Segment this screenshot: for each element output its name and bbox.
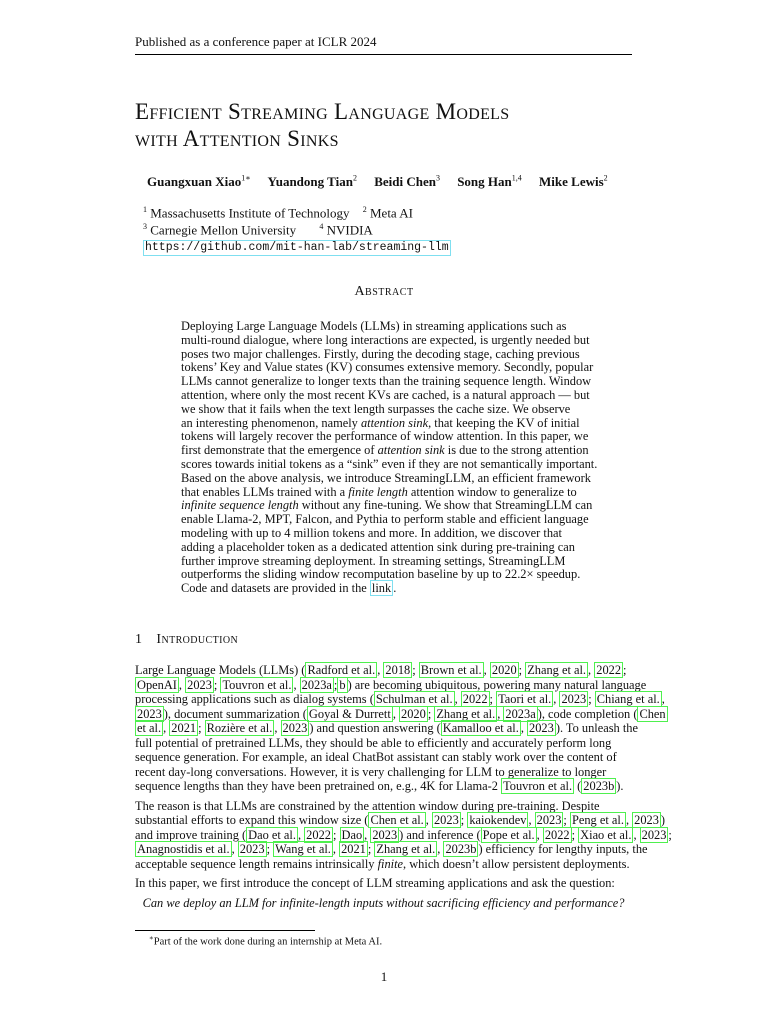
author: Guangxuan Xiao$^{1∗}$ — [147, 174, 251, 190]
citation-link[interactable]: Zhang et al. — [436, 706, 496, 721]
text-run: ; — [668, 827, 672, 842]
citation-link[interactable]: 2023 — [372, 827, 398, 842]
text-run: without any fine-tuning. We show that StreamingLLM can — [298, 498, 593, 513]
citation-link[interactable]: Rozière et al. — [206, 721, 273, 735]
text-run: substantial efforts to expand this window size ( — [135, 813, 369, 827]
text-run: ) are becoming ubiquitous, powering many natural language — [347, 677, 647, 692]
text-run: ( — [574, 779, 582, 793]
text-run: adding a placeholder token as a dedicated attention sink during pre-training can — [181, 539, 575, 554]
text-line — [181, 499, 591, 513]
citation-link[interactable]: kaiokendev — [469, 813, 527, 827]
text-run: outperforms the sliding window recomputation baseline by up to 22.2× speedup. — [181, 567, 581, 582]
text-run: ; — [213, 677, 221, 692]
text-line — [135, 813, 666, 828]
text-line — [181, 430, 591, 444]
citation-link[interactable]: Chen et al. — [370, 813, 424, 827]
text-line — [181, 513, 591, 527]
text-run: ), document summarization ( — [163, 706, 307, 721]
citation-link[interactable]: 2021 — [171, 721, 197, 735]
text-run: , — [437, 842, 444, 856]
text-line — [135, 779, 632, 794]
text-run: , — [483, 663, 490, 677]
page-number: 1 — [380, 969, 388, 984]
text-run: , — [163, 721, 170, 735]
text-line — [181, 472, 591, 486]
text-line — [181, 389, 591, 403]
citation-link[interactable]: Schulman et al. — [375, 692, 453, 706]
citation-link[interactable]: 2022 — [462, 692, 488, 706]
citation-link[interactable]: b — [339, 677, 346, 692]
citation-link[interactable]: Wang et al. — [275, 842, 331, 856]
text-run: , — [392, 706, 400, 721]
citation-link[interactable]: Kamalloo et al. — [442, 721, 519, 735]
affiliation-line: $^1$ Massachusetts Institute of Technology $^2$ Meta AI — [143, 205, 413, 221]
text-run: acceptable sequence length remains intrinsically — [135, 856, 378, 871]
text-line — [135, 765, 632, 780]
citation-link[interactable]: 2023a — [505, 706, 536, 721]
citation-link[interactable]: 2023 — [137, 706, 162, 721]
text-run: , — [274, 721, 281, 735]
section-number: 1 — [135, 632, 143, 647]
emphasis: finite — [377, 856, 404, 871]
text-run: sequence lengths than they have been pretrained on, e.g., 4K for Llama-2 — [135, 779, 502, 793]
text-run: , — [231, 842, 238, 856]
text-run: LLMs cannot generalize to longer texts than the training sequence length. Window — [181, 374, 592, 389]
text-run: modeling with up to 4 million tokens and more. In addition, we discover that — [181, 525, 562, 540]
affiliations — [143, 203, 451, 256]
text-run: ) and question answering ( — [309, 721, 441, 735]
text-line — [181, 417, 591, 431]
text-run: attention window to generalize to — [407, 484, 577, 499]
text-run: , — [588, 663, 595, 677]
citation-link[interactable]: 2023a — [301, 677, 332, 692]
citation-link[interactable]: Taori et al. — [498, 692, 552, 706]
text-run: ; — [571, 827, 579, 842]
citation-link[interactable]: Zhang et al. — [376, 842, 436, 856]
text-line — [181, 541, 591, 555]
citation-link[interactable]: Xiao et al. — [580, 827, 632, 842]
text-run: is due to the strong attention — [444, 443, 589, 458]
author: Song Han$^{1,4}$ — [457, 174, 522, 190]
text-run: ; — [367, 842, 375, 856]
body-text — [135, 663, 672, 910]
text-run: multi-round dialogue, where long interactions are expected, is urgently needed but — [181, 332, 590, 347]
text-line — [135, 663, 632, 678]
research-question: Can we deploy an LLM for infinite-length inputs without sacrificing efficiency and performance? — [142, 895, 625, 910]
text-line — [135, 750, 632, 765]
text-run: tokens will largely recover the performance of window attention. In this paper, we — [181, 429, 589, 444]
citation-link[interactable]: Zhang et al. — [527, 663, 587, 677]
text-run: attention, where only the most recent KVs are cached, is a natural approach — but — [181, 387, 590, 402]
citation-link[interactable]: 2023 — [561, 692, 587, 706]
text-run: , which doesn’t allow persistent deployments. — [403, 856, 630, 871]
text-run: , that keeping the KV of initial — [428, 415, 580, 430]
text-run: , — [553, 692, 560, 706]
text-run: full potential of pretrained LLMs, they should be able to efficiently and accurately perform long — [135, 735, 612, 750]
title-line: with Attention Sinks — [135, 126, 339, 151]
text-line — [135, 799, 632, 814]
citation-link[interactable]: Radford et al. — [307, 663, 376, 677]
text-run: ; — [198, 721, 205, 735]
text-run: , — [520, 721, 528, 735]
text-line — [181, 555, 591, 569]
text-run: , — [633, 827, 640, 842]
footnote: ∗Part of the work done during an internship at Meta AI. — [149, 934, 383, 948]
text-line — [181, 348, 591, 362]
text-run: poses two major challenges. Firstly, during the decoding stage, caching previous — [181, 346, 580, 361]
abstract-heading: Abstract — [354, 284, 414, 299]
text-line — [135, 692, 665, 707]
citation-link[interactable]: Touvron et al. — [222, 677, 292, 692]
text-run: , — [377, 663, 384, 677]
text-run: Large Language Models (LLMs) ( — [135, 663, 306, 677]
code-link[interactable]: link — [371, 581, 392, 596]
text-line — [181, 360, 594, 375]
emphasis: attention sink — [360, 415, 429, 430]
text-run: sequence generation. For example, an ideal ChatBot assistant can stably work over the content of — [135, 750, 617, 764]
text-line — [135, 721, 638, 736]
emphasis: attention sink — [377, 443, 445, 458]
emphasis: infinite sequence length — [181, 498, 299, 513]
text-run: In this paper, we first introduce the concept of LLM streaming applications and ask the question: — [135, 876, 615, 890]
text-run: further improve streaming deployment. In streaming settings, StreamingLLM — [181, 553, 566, 568]
citation-link[interactable]: 2022 — [596, 663, 622, 677]
citation-link[interactable]: Anagnostidis et al. — [137, 842, 230, 856]
citation-link[interactable]: 2023b — [445, 842, 477, 856]
title-line: Efficient Streaming Language Models — [135, 99, 510, 124]
text-line — [135, 876, 632, 891]
citation-link[interactable]: Touvron et al. — [503, 779, 573, 793]
text-run: , — [528, 813, 535, 827]
citation-link[interactable]: OpenAI — [137, 677, 177, 692]
citation-link[interactable]: 2023 — [187, 677, 212, 692]
text-run: ; — [588, 692, 595, 706]
text-line — [135, 706, 666, 722]
text-run: , — [293, 677, 300, 692]
text-run: , — [536, 827, 543, 842]
affiliation-line: $^3$ Carnegie Mellon University $^4$ NVIDIA — [143, 222, 373, 238]
text-run: scores towards initial tokens as a “sink” even if they are not semantically important. — [181, 456, 598, 471]
text-run: Deploying Large Language Models (LLMs) in streaming applications such as — [181, 319, 567, 333]
text-line — [135, 857, 632, 872]
footnote-rule — [135, 930, 315, 931]
text-run: ), code completion ( — [537, 706, 638, 721]
text-run: and improve training ( — [135, 827, 247, 842]
text-line — [181, 444, 591, 458]
text-run: processing applications such as dialog systems ( — [135, 692, 374, 706]
citation-link[interactable]: 2022 — [544, 827, 570, 842]
text-run: Code and datasets are provided in the — [181, 581, 370, 596]
citation-link[interactable]: Peng et al. — [571, 813, 624, 827]
author: Beidi Chen$^3$ — [374, 174, 440, 190]
text-run: , — [364, 827, 371, 842]
author: Yuandong Tian$^2$ — [267, 174, 357, 190]
text-run: ; — [427, 706, 435, 721]
text-line — [181, 527, 591, 541]
text-run: The reason is that LLMs are constrained by the attention window during pre-training. Despite — [135, 798, 600, 813]
citation-link[interactable]: Pope et al. — [482, 827, 535, 842]
paper-title — [135, 98, 655, 152]
text-line — [181, 334, 591, 348]
citation-link[interactable]: 2018 — [385, 663, 411, 677]
running-header: Published as a conference paper at ICLR 2024 — [135, 34, 632, 55]
text-run: that enables LLMs trained with a — [181, 484, 349, 499]
text-run: Based on the above analysis, we introduce StreamingLLM, an efficient framework — [181, 470, 591, 485]
text-run: ). To unleash the — [555, 721, 638, 735]
text-run: first demonstrate that the emergence of — [181, 443, 378, 458]
citation-link[interactable]: Chen — [639, 706, 666, 721]
citation-link[interactable]: 2020 — [491, 663, 517, 677]
section-heading — [135, 632, 238, 648]
text-run: recent day-long conversations. However, it is very challenging for LLM to generalize to longer — [135, 764, 607, 779]
text-run: . — [393, 581, 397, 596]
emphasis: finite length — [348, 484, 408, 499]
text-run: , — [661, 692, 665, 706]
text-run: ) and inference ( — [399, 827, 481, 842]
text-run: ; — [623, 663, 627, 677]
text-run: , — [297, 827, 305, 842]
text-run: ; — [563, 813, 570, 827]
text-line — [181, 375, 591, 389]
author: Mike Lewis$^2$ — [539, 174, 608, 190]
text-run: , — [332, 842, 340, 856]
citation-link[interactable]: Chiang et al. — [596, 692, 660, 706]
citation-link[interactable]: 2022 — [306, 827, 331, 842]
text-run: ; — [332, 827, 340, 842]
repository-link[interactable]: https://github.com/mit-han-lab/streaming-llm — [145, 240, 449, 254]
text-run: ) efficiency for lengthy inputs, the — [478, 842, 648, 856]
text-line — [135, 736, 632, 751]
citation-link[interactable]: 2023b — [583, 779, 615, 793]
text-run: ) — [660, 813, 666, 827]
body-paragraphs — [135, 663, 672, 891]
text-run: enable Llama-2, MPT, Falcon, and Pythia to perform stable and efficient language — [181, 512, 589, 527]
text-run: we show that it fails when the text length surpasses the cache size. We observe — [181, 401, 571, 416]
citation-link[interactable]: 2023 — [282, 721, 308, 735]
text-run: ). — [616, 779, 624, 793]
text-run: ; — [489, 692, 497, 706]
text-line — [135, 842, 648, 857]
text-run: an interesting phenomenon, namely — [181, 415, 361, 430]
citation-link[interactable]: Dao et al. — [248, 827, 296, 842]
text-line — [181, 456, 598, 472]
citation-link[interactable]: 2023 — [634, 813, 659, 827]
citation-link[interactable]: 2023 — [641, 827, 667, 842]
text-run: ; — [518, 663, 526, 677]
citation-link[interactable]: Goyal & Durrett — [308, 706, 391, 721]
citation-link[interactable]: 2023 — [433, 813, 459, 827]
text-run: tokens’ Key and Value states (KV) consumes extensive memory. Secondly, popular — [181, 360, 594, 375]
text-run: , — [425, 813, 432, 827]
text-run: , — [178, 677, 186, 692]
text-line — [181, 582, 591, 596]
text-run: , — [454, 692, 461, 706]
text-line — [181, 486, 591, 500]
citation-link[interactable]: et al. — [137, 721, 162, 735]
author-list — [147, 174, 622, 190]
section-title: Introduction — [156, 632, 239, 647]
text-run: ; — [460, 813, 468, 827]
abstract-text — [181, 319, 598, 596]
citation-link[interactable]: 2020 — [401, 706, 426, 721]
text-run: ; — [333, 677, 338, 692]
citation-link[interactable]: 2023 — [536, 813, 562, 827]
text-line — [135, 827, 672, 843]
text-line — [181, 403, 591, 417]
citation-link[interactable]: 2021 — [341, 842, 366, 856]
text-line — [135, 677, 647, 693]
text-run: ; — [266, 842, 274, 856]
citation-link[interactable]: Dao — [341, 827, 363, 842]
citation-link[interactable]: Brown et al. — [420, 663, 482, 677]
text-line — [181, 320, 591, 334]
citation-link[interactable]: 2023 — [529, 721, 554, 735]
text-run: , — [497, 706, 504, 721]
text-run: ; — [412, 663, 419, 677]
text-run: , — [625, 813, 633, 827]
citation-link[interactable]: 2023 — [239, 842, 265, 856]
